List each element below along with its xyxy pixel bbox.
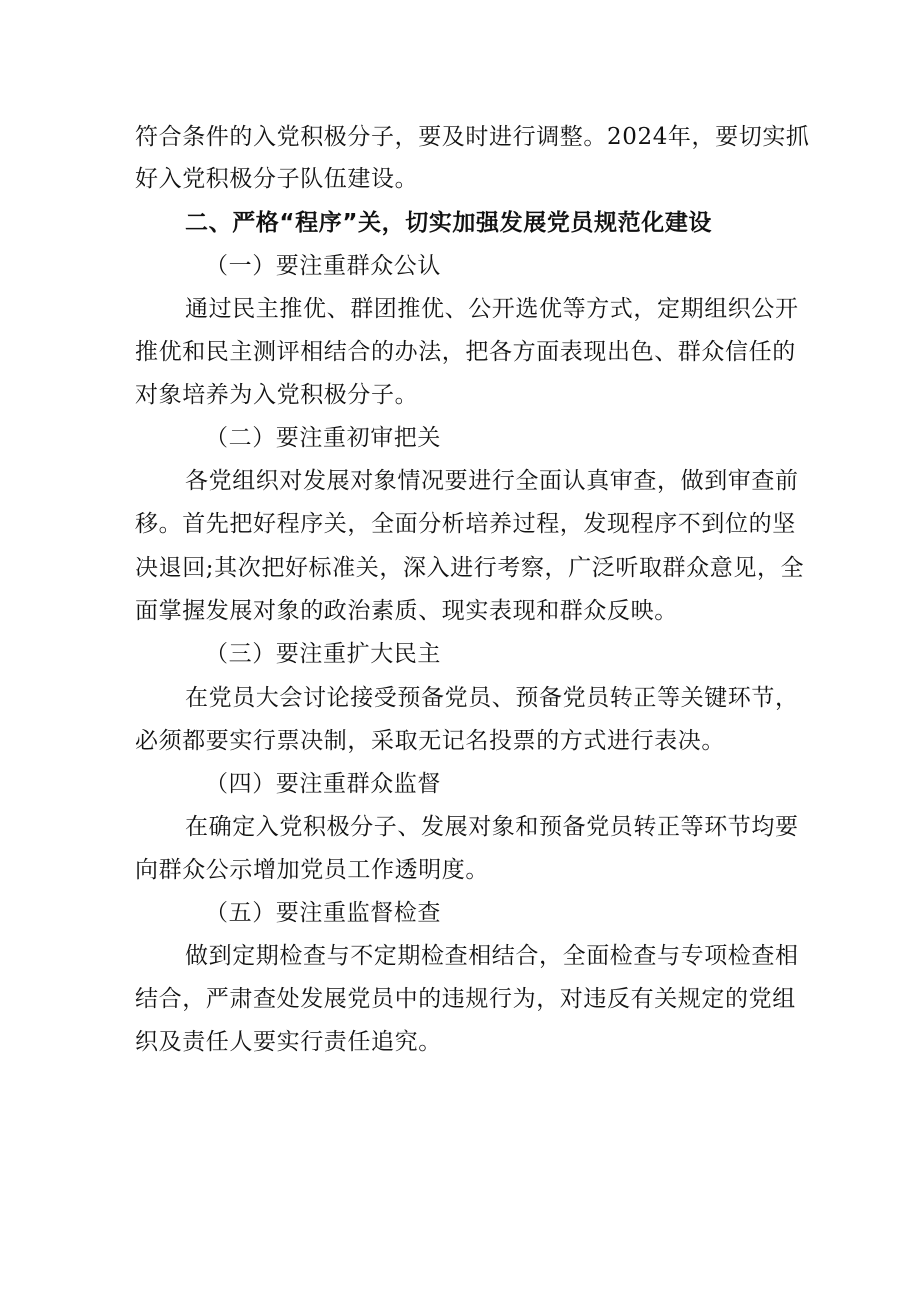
paragraph-line: 通过民主推优、群团推优、公开选优等方式，定期组织公开 [185, 296, 799, 322]
paragraph-line: 对象培养为入党积极分子。 [135, 382, 419, 408]
paragraph-line: 在党员大会讨论接受预备党员、预备党员转正等关键环节， [185, 685, 799, 711]
paragraph-line: 做到定期检查与不定期检查相结合，全面检查与专项检查相 [185, 943, 799, 969]
paragraph-line: 织及责任人要实行责任追究。 [135, 1029, 442, 1055]
subsection-heading: （三）要注重扩大民主 [205, 641, 441, 667]
paragraph-line: 在确定入党积极分子、发展对象和预备党员转正等环节均要 [185, 814, 799, 840]
paragraph-line: 移。首先把好程序关，全面分析培养过程，发现程序不到位的坚 [135, 511, 796, 537]
paragraph-line: 好入党积极分子队伍建设。 [135, 166, 419, 192]
paragraph-line: 各党组织对发展对象情况要进行全面认真审查，做到审查前 [185, 468, 799, 494]
paragraph-line: 推优和民主测评相结合的办法，把各方面表现出色、群众信任的 [135, 339, 796, 365]
paragraph-line: 决退回;其次把好标准关，深入进行考察，广泛听取群众意见，全 [135, 555, 805, 581]
section-heading: 二、严格“程序”关，切实加强发展党员规范化建设 [185, 210, 713, 236]
paragraph-line: 面掌握发展对象的政治素质、现实表现和群众反映。 [135, 598, 678, 624]
subsection-heading: （五）要注重监督检查 [205, 900, 441, 926]
paragraph-line: 结合，严肃查处发展党员中的违规行为，对违反有关规定的党组 [135, 986, 796, 1012]
paragraph-line: 向群众公示增加党员工作透明度。 [135, 857, 489, 883]
subsection-heading: （一）要注重群众公认 [205, 253, 441, 279]
paragraph-line: 符合条件的入党积极分子，要及时进行调整。2024年，要切实抓 [135, 124, 810, 150]
paragraph-line: 必须都要实行票决制，采取无记名投票的方式进行表决。 [135, 728, 725, 754]
subsection-heading: （二）要注重初审把关 [205, 425, 441, 451]
subsection-heading: （四）要注重群众监督 [205, 771, 441, 797]
